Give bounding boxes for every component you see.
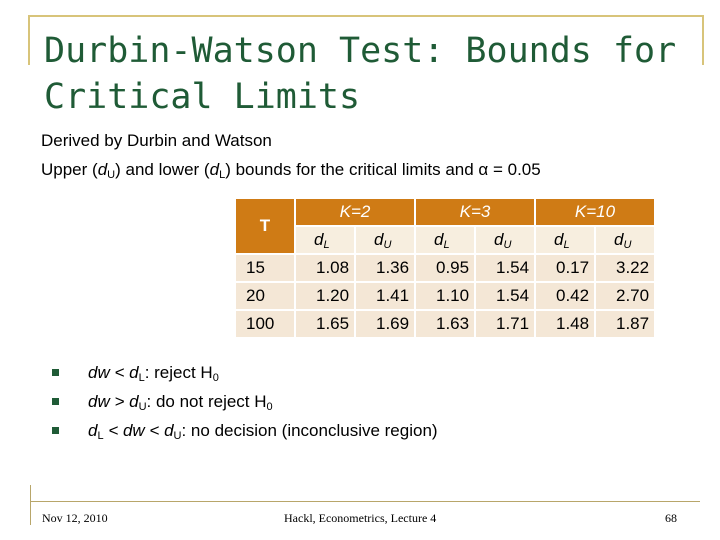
footer-date: Nov 12, 2010 bbox=[42, 511, 108, 525]
footer-center: Hackl, Econometrics, Lecture 4 bbox=[284, 511, 437, 525]
table-cell: 1.20 bbox=[296, 283, 354, 309]
table-cell: 0.95 bbox=[416, 255, 474, 281]
title-frame-top bbox=[28, 15, 704, 17]
subheader-du: $d_U$ bbox=[596, 227, 654, 253]
subheader-dl: $d_L$ bbox=[296, 227, 354, 253]
square-bullet-icon bbox=[52, 427, 59, 434]
subtitle-line-1: Derived by Durbin and Watson bbox=[41, 131, 272, 150]
footer-divider bbox=[30, 501, 700, 502]
table-cell: 1.69 bbox=[356, 311, 414, 337]
square-bullet-icon bbox=[52, 369, 59, 376]
slide-title: Durbin-Watson Test: Bounds for Critical Limits bbox=[44, 31, 677, 117]
table-cell: 1.41 bbox=[356, 283, 414, 309]
k10-header: K=10 bbox=[536, 199, 654, 225]
table-cell: 1.08 bbox=[296, 255, 354, 281]
table-cell: 1.48 bbox=[536, 311, 594, 337]
subheader-du: $d_U$ bbox=[476, 227, 534, 253]
table-cell: 1.54 bbox=[476, 283, 534, 309]
k2-header: K=2 bbox=[296, 199, 414, 225]
table-cell-t: 100 bbox=[236, 311, 294, 337]
table-cell: 1.36 bbox=[356, 255, 414, 281]
title-frame-right bbox=[702, 15, 704, 65]
t-header: T bbox=[236, 199, 294, 253]
table-cell: 2.70 bbox=[596, 283, 654, 309]
square-bullet-icon bbox=[52, 398, 59, 405]
table-row bbox=[236, 283, 654, 309]
table-subheader-row bbox=[236, 227, 654, 253]
page-number: 68 bbox=[665, 511, 677, 525]
footer-frame-left bbox=[30, 485, 31, 525]
table-row bbox=[236, 311, 654, 337]
k3-header: K=3 bbox=[416, 199, 534, 225]
table-cell: 0.17 bbox=[536, 255, 594, 281]
critical-limits-table bbox=[234, 197, 656, 339]
table-cell: 1.71 bbox=[476, 311, 534, 337]
subheader-dl: $d_L$ bbox=[416, 227, 474, 253]
table-cell: 1.65 bbox=[296, 311, 354, 337]
table-cell: 1.63 bbox=[416, 311, 474, 337]
subheader-du: $d_U$ bbox=[356, 227, 414, 253]
table-cell: 0.42 bbox=[536, 283, 594, 309]
table-cell: 3.22 bbox=[596, 255, 654, 281]
table-cell: 1.10 bbox=[416, 283, 474, 309]
table-cell: 1.54 bbox=[476, 255, 534, 281]
alpha-symbol: α bbox=[478, 160, 489, 179]
table-header-row bbox=[236, 199, 654, 225]
subtitle-line-2: Upper $(d_U)$ and lower $(d_L)$ bounds for the critical limits and α = 0.05 bbox=[41, 160, 541, 181]
title-frame-left bbox=[28, 15, 30, 65]
subheader-dl: $d_L$ bbox=[536, 227, 594, 253]
table-cell-t: 20 bbox=[236, 283, 294, 309]
table-row bbox=[236, 255, 654, 281]
table-cell: 1.87 bbox=[596, 311, 654, 337]
table-cell-t: 15 bbox=[236, 255, 294, 281]
